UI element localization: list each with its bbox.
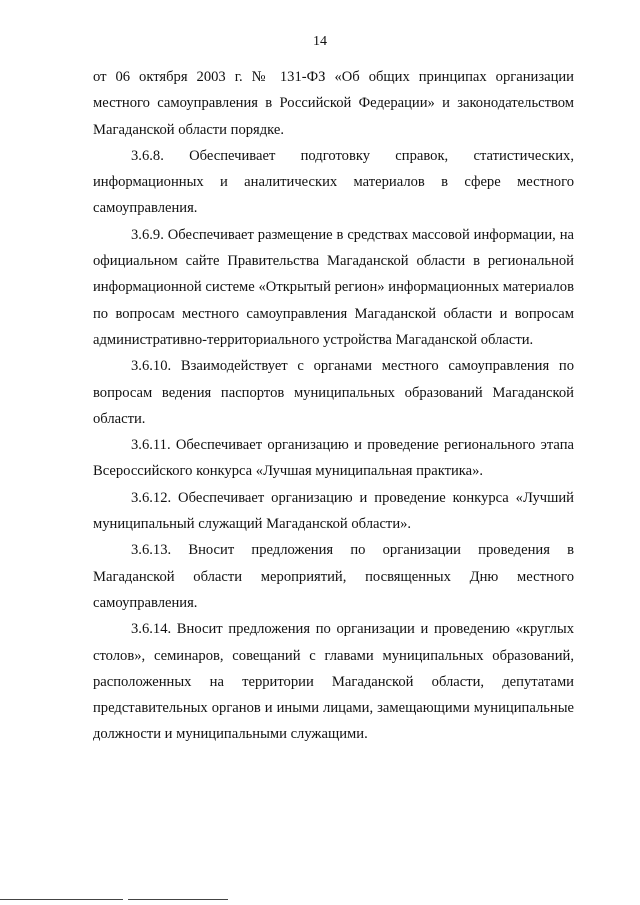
paragraph-3-6-10: 3.6.10. Взаимодействует с органами местного самоуправления по вопросам ведения паспортов муниципальных образований Магаданской области. — [93, 358, 574, 427]
paragraph-3-6-8: 3.6.8. Обеспечивает подготовку справок, статистических, информационных и аналитических материалов в сфере местного самоуправления. — [93, 147, 574, 217]
paragraph-continuation: от 06 октября 2003 г. № 131-ФЗ «Об общих принципах организации местного самоуправления в Российской Федерации» и законодательством Магаданской области порядке. — [93, 69, 574, 138]
paragraph-3-6-9: 3.6.9. Обеспечивает размещение в средствах массовой информации, на официальном сайте Правительства Магаданской области в региональной информационной системе «Открытый регион» информационных материалов по вопросам местного самоуправления Магаданской области и вопросам административно-территориального устройства Магаданской области. — [93, 226, 574, 348]
paragraph-3-6-12: 3.6.12. Обеспечивает организацию и проведение конкурса «Лучший муниципальный служащий Магаданской области». — [93, 489, 574, 533]
paragraph-3-6-14: 3.6.14. Вносит предложения по организации и проведению «круглых столов», семинаров, совещаний с главами муниципальных образований, расположенных на территории Магаданской области, депутатами представительных органов и иными лицами, замещающими муниципальные должности и муниципальными служащими. — [93, 621, 574, 743]
paragraph-3-6-11: 3.6.11. Обеспечивает организацию и проведение регионального этапа Всероссийского конкурса «Лучшая муниципальная практика». — [93, 437, 574, 480]
scan-footer-line — [0, 899, 640, 905]
document-body — [93, 64, 574, 748]
page-number: 14 — [313, 34, 327, 49]
paragraph-3-6-13: 3.6.13. Вносит предложения по организации проведения в Магаданской области мероприятий, посвященных Дню местного самоуправления. — [93, 542, 574, 611]
